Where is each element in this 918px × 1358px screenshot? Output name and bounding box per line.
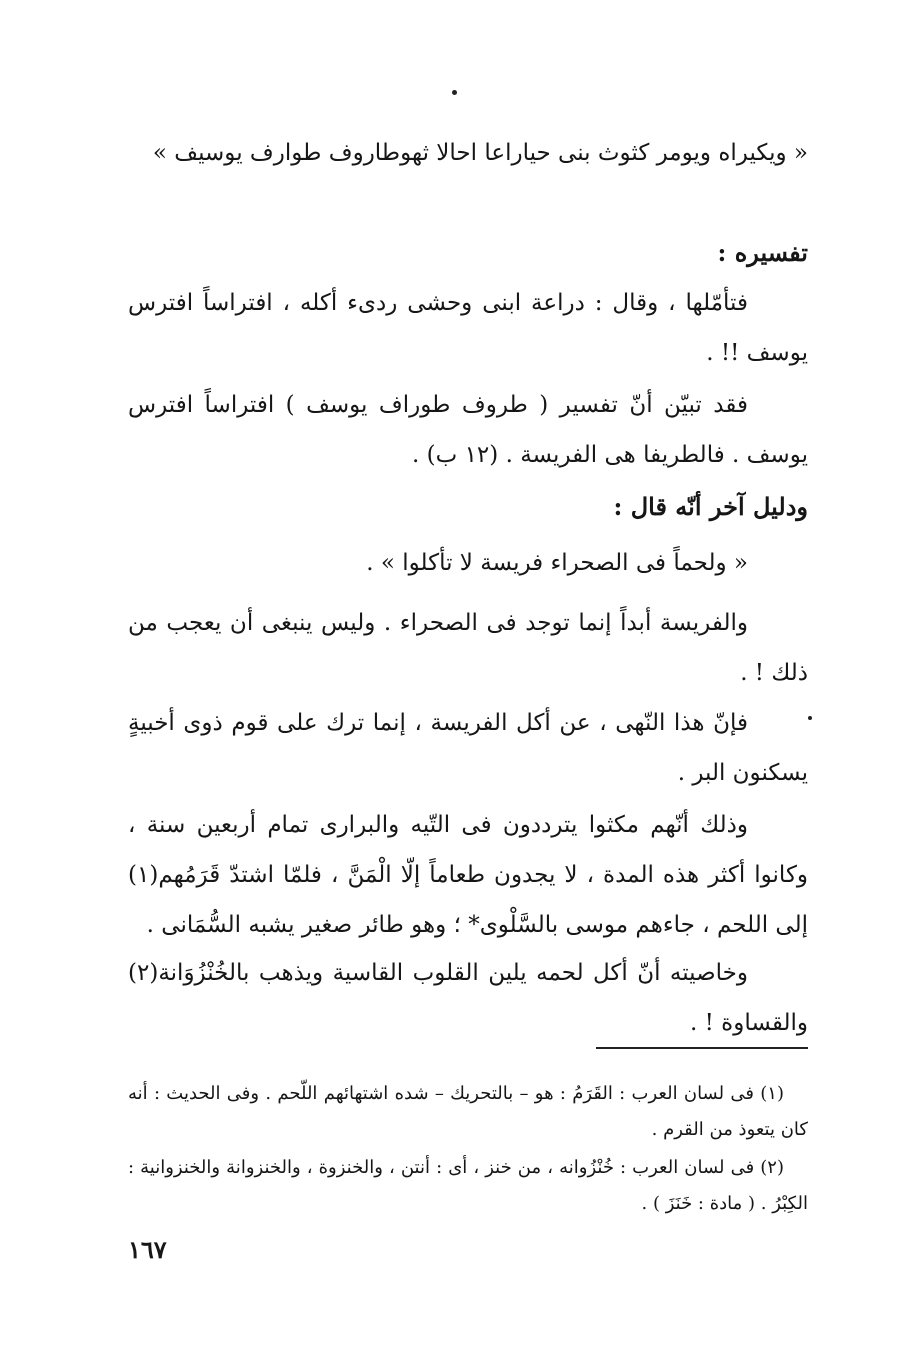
paragraph-tafsir-explanation: فقد تبيّن أنّ تفسير ( طروف طوراف يوسف ) افتراساً افترس يوسف . فالطريفا هى الفريسة . (١٢ ب) . <box>128 392 808 468</box>
footnote-separator <box>596 1047 808 1049</box>
paragraph-quail-properties: وخاصيته أنّ أكل لحمه يلين القلوب القاسية ويذهب بالخُنْزُوَانة(٢) والقساوة ! . <box>128 960 808 1036</box>
top-dot-mark <box>452 90 457 95</box>
footnote-2: (٢) فى لسان العرب : خُنْزُوانه ، من خنز ، أى : أنتن ، والخنزوة ، والخنزوانة والخنزوانية : الكِبْرُ . ( مادة : خَنَزَ ) . <box>128 1157 808 1214</box>
margin-dot-mark <box>808 716 812 720</box>
footnote-1: (١) فى لسان العرب : القَرَمُ : هو – بالتحريك – شده اشتهائهم اللّحم . وفى الحديث : أنه كان يتعوذ من القرم . <box>128 1083 808 1140</box>
heading-another-proof: ودليل آخر أنّه قال : <box>613 492 808 521</box>
quote-meat-in-desert: « ولحماً فى الصحراء فريسة لا تأكلوا » . <box>366 550 748 576</box>
page-number: ١٦٧ <box>128 1235 167 1264</box>
heading-tafsir: تفسيره : <box>717 238 808 267</box>
paragraph-prey-in-desert: والفريسة أبداً إنما توجد فى الصحراء . وليس ينبغى أن يعجب من ذلك ! . <box>128 610 808 686</box>
paragraph-prohibition: فإنّ هذا النّهى ، عن أكل الفريسة ، إنما ترك على قوم ذوى أخبيةٍ يسكنون البر . <box>128 710 808 786</box>
quote-hebrew-transliteration: « ويكيراه ويومر كثوث بنى حياراعا احالا ثهوطاروف طوارف يوسيف » <box>152 140 808 166</box>
paragraph-contemplation: فتأمّلها ، وقال : دراعة ابنى وحشى ردىء أكله ، افتراساً افترس يوسف !! . <box>128 290 808 366</box>
paragraph-wandering-manna: وذلك أنّهم مكثوا يترددون فى التّيه والبرارى تمام أربعين سنة ، وكانوا أكثر هذه المدة ، لا يجدون طعاماً إلّا الْمَنَّ ، فلمّا اشتدّ قَرَمُهم(١) إلى اللحم ، جاءهم موسى بالسَّلْوى* ؛ وهو طائر صغير يشبه السُّمَانى . <box>128 812 808 938</box>
